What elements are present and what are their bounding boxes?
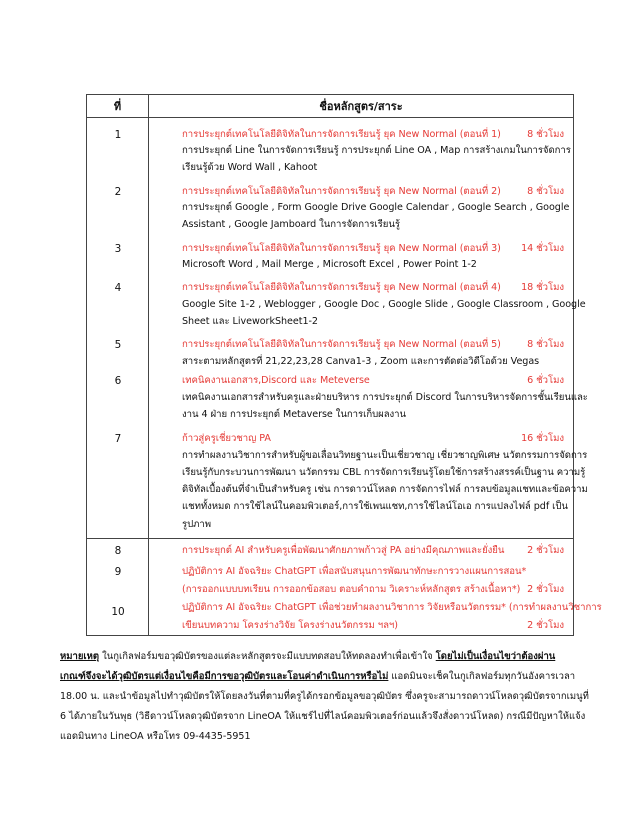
course-title: การประยุกต์เทคโนโลยีดิจิทัลในการจัดการเรียนรู้ ยุค New Normal (ตอนที่ 2) 8 ชั่วโมง (182, 186, 564, 197)
number-column (87, 118, 149, 539)
course-title: การประยุกต์เทคโนโลยีดิจิทัลในการจัดการเรียนรู้ ยุค New Normal (ตอนที่ 5) 8 ชั่วโมง (182, 339, 564, 350)
row-number: 2 (114, 186, 122, 198)
course-hours: 2 ชั่วโมง (527, 620, 564, 631)
course-detail: Assistant , Google Jamboard ในการจัดการเรียนรู้ (182, 219, 400, 230)
course-hours: 8 ชั่วโมง (527, 186, 564, 197)
table-row-ai (87, 539, 574, 636)
course-detail: ดิจิทัลเบื้องต้นที่จำเป็นสำหรับครู เช่น การดาวน์โหลด การจัดการไฟล์ การลบข้อมูลแชทและข้อความ (182, 484, 588, 495)
course-detail: เรียนรู้กับกระบวนการพัฒนา นวัตกรรม CBL การจัดการเรียนรู้โดยใช้การสร้างสรรค์เป็นฐาน ความรู้ (182, 467, 586, 478)
course-title: การประยุกต์ AI สำหรับครูเพื่อพัฒนาศักยภาพก้าวสู่ PA อย่างมีคุณภาพและยั่งยืน 2 ชั่วโมง (182, 545, 564, 556)
note-line: 6 ได้ภายในวันพุธ (วิธีดาวน์โหลดวุฒิบัตรจาก LineOA ให้แชร์ไปที่ไลน์คอมพิวเตอร์ก่อนแล้วจึงสั่งดาวน์โหลด) กรณีมีปัญหาให้แจ้ง (60, 711, 586, 722)
header-course-name: ชื่อหลักสูตร/สาระ (149, 95, 574, 118)
course-title: การประยุกต์เทคโนโลยีดิจิทัลในการจัดการเรียนรู้ ยุค New Normal (ตอนที่ 3) 14 ชั่วโมง (182, 243, 564, 254)
row-number: 5 (114, 339, 122, 351)
note-line: 18.00 น. และนำข้อมูลไปทำวุฒิบัตรให้โดยลงวันที่ตามที่ครูได้กรอกข้อมูลขอวุฒิบัตร ซึ่งครูจะสามารถดาวน์โหลดวุฒิบัตรจากเมนูที่ (60, 691, 589, 702)
course-column (149, 539, 602, 636)
course-detail: Google Site 1-2 , Weblogger , Google Doc , Google Slide , Google Classroom , Google (182, 299, 586, 310)
table-body-row (87, 118, 574, 539)
course-column (149, 118, 588, 539)
note-line: เกณฑ์จึงจะได้วุฒิบัตรแต่เงื่อนไขคือมีการขอวุฒิบัตรและโอนค่าดำเนินการหรือไม่ แอดมินจะเช็คในกูเกิลฟอร์มทุกวันอังคารเวลา (60, 671, 576, 682)
course-detail: สาระตามหลักสูตรที่ 21,22,23,28 Canva1-3 , Zoom และการตัดต่อวิดีโอด้วย Vegas (182, 356, 540, 367)
course-hours: 2 ชั่วโมง (527, 545, 564, 556)
row-number: 6 (114, 375, 122, 387)
course-hours: 14 ชั่วโมง (521, 243, 564, 254)
table-header-row (87, 95, 574, 118)
course-title: ปฏิบัติการ AI อัจฉริยะ ChatGPT เพื่อช่วยทำผลงานวิชาการ วิจัยหรือนวัตกรรม* (การทำผลงานวิชาการ (182, 602, 602, 613)
row-number: 1 (114, 129, 122, 141)
course-title: เทคนิคงานเอกสาร,Discord และ Meteverse 6 ชั่วโมง (182, 375, 564, 386)
row-number: 7 (114, 433, 122, 445)
course-detail: แชททั้งหมด การใช้ไลน์ในคอมพิวเตอร์,การใช้เพนแชท,การใช้ไลน์โอเอ การแปลงไฟล์ pdf เป็น (182, 501, 568, 512)
course-detail: Sheet และ LiveworkSheet1-2 (182, 316, 318, 327)
note-label: หมายเหตุ (60, 651, 100, 662)
course-title: ปฏิบัติการ AI อัจฉริยะ ChatGPT เพื่อสนับสนุนการพัฒนาทักษะการวางแผนการสอน* (182, 566, 527, 577)
note-line: แอดมินทาง LineOA หรือโทร 09-4435-5951 (60, 731, 251, 742)
header-number: ที่ (87, 95, 149, 118)
course-hours: 6 ชั่วโมง (527, 375, 564, 386)
note-line: หมายเหตุ ในกูเกิลฟอร์มขอวุฒิบัตรของแต่ละหลักสูตรจะมีแบบทดสอบให้ทดลองทำเพื่อเข้าใจ โดยไม่เป็นเงื่อนไขว่าต้องผ่าน (60, 651, 556, 662)
course-detail: Microsoft Word , Mail Merge , Microsoft Excel , Power Point 1-2 (182, 259, 477, 270)
course-detail: เทคนิคงานเอกสารสำหรับครูและฝ่ายบริหาร การประยุกต์ Discord ในการบริหารจัดการชั้นเรียนและ (182, 392, 588, 403)
course-title: การประยุกต์เทคโนโลยีดิจิทัลในการจัดการเรียนรู้ ยุค New Normal (ตอนที่ 1) 8 ชั่วโมง (182, 129, 564, 140)
course-detail: เรียนรู้ด้วย Word Wall , Kahoot (182, 162, 318, 173)
course-table (86, 94, 602, 636)
course-detail: การประยุกต์ Line ในการจัดการเรียนรู้ การประยุกต์ Line OA , Map การสร้างเกมในการจัดการ (182, 145, 571, 156)
course-hours: 18 ชั่วโมง (521, 282, 564, 293)
course-title: การประยุกต์เทคโนโลยีดิจิทัลในการจัดการเรียนรู้ ยุค New Normal (ตอนที่ 4) 18 ชั่วโมง (182, 282, 564, 293)
course-title: ก้าวสู่ครูเชี่ยวชาญ PA 16 ชั่วโมง (182, 433, 564, 444)
course-title: เขียนบทความ โครงร่างวิจัย โครงร่างนวัตกรรม ฯลฯ) 2 ชั่วโมง (182, 620, 564, 631)
course-title: (การออกแบบบทเรียน การออกข้อสอบ ตอบคำถาม วิเคราะห์หลักสูตร สร้างเนื้อหา*) 2 ชั่วโมง (182, 584, 564, 595)
course-hours: 2 ชั่วโมง (527, 584, 564, 595)
row-number: 10 (111, 606, 125, 618)
row-number: 4 (114, 282, 122, 294)
course-hours: 16 ชั่วโมง (521, 433, 564, 444)
course-hours: 8 ชั่วโมง (527, 129, 564, 140)
course-detail: การประยุกต์ Google , Form Google Drive Google Calendar , Google Search , Google (182, 202, 570, 213)
row-number: 9 (114, 566, 122, 578)
number-column (87, 539, 149, 636)
course-detail: งาน 4 ฝ่าย การประยุกต์ Metaverse ในการเก็บผลงาน (182, 409, 407, 420)
course-hours: 8 ชั่วโมง (527, 339, 564, 350)
row-number: 8 (114, 545, 122, 557)
row-number: 3 (114, 243, 122, 255)
course-detail: การทำผลงานวิชาการสำหรับผู้ขอเลื่อนวิทยฐานะเป็นเชี่ยวชาญ เชี่ยวชาญพิเศษ นวัตกรรมการจัดการ (182, 450, 588, 461)
course-detail: รูปภาพ (182, 519, 212, 530)
